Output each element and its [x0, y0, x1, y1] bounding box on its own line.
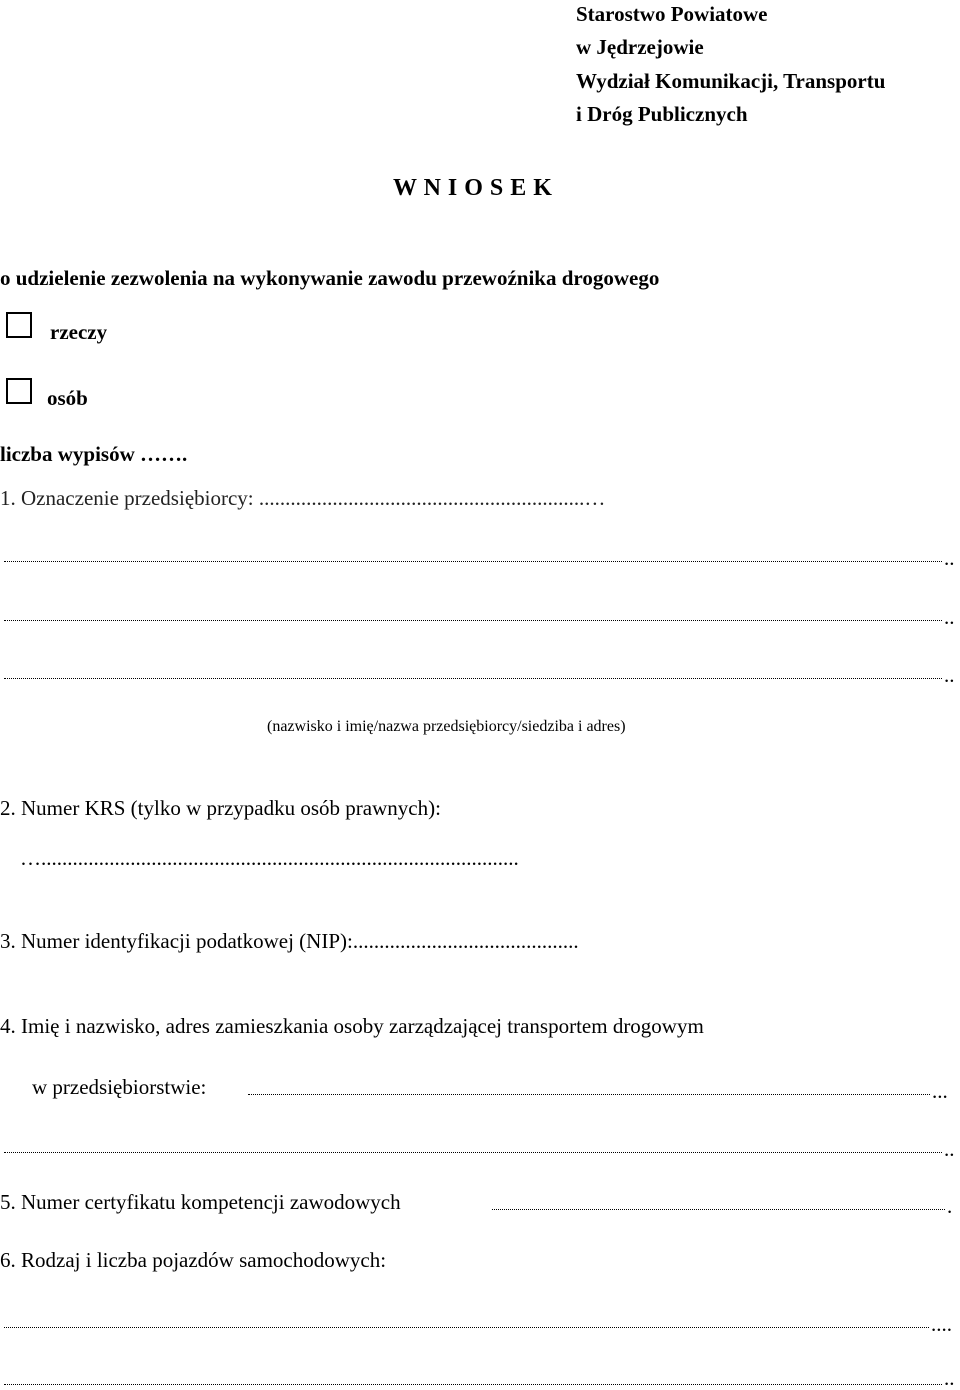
office-name-line4: i Dróg Publicznych: [576, 102, 748, 126]
vehicles-line-1-end: ....: [931, 1312, 952, 1336]
vehicles-line-2-end: ..: [944, 1366, 955, 1390]
extracts-count-label: liczba wypisów: [0, 442, 135, 466]
vehicles-label: 6. Rodzaj i liczba pojazdów samochodowych:: [0, 1248, 387, 1272]
entrepreneur-line-2[interactable]: [4, 620, 942, 621]
krs-number-label: 2. Numer KRS (tylko w przypadku osób prawnych):: [0, 796, 441, 820]
extracts-count-field[interactable]: [0, 442, 187, 467]
certificate-number-line[interactable]: [492, 1209, 945, 1210]
entrepreneur-line-1[interactable]: [4, 561, 942, 562]
goods-checkbox[interactable]: [6, 312, 32, 338]
goods-checkbox-label: rzeczy: [50, 320, 108, 344]
office-name-line2: w Jędrzejowie: [576, 35, 704, 59]
nip-number-label: 3. Numer identyfikacji podatkowej (NIP):...........................................: [0, 929, 579, 953]
form-title: W N I O S E K: [393, 175, 553, 201]
office-name-line3: Wydział Komunikacji, Transportu: [576, 69, 886, 93]
vehicles-line-2[interactable]: [4, 1384, 942, 1385]
persons-checkbox[interactable]: [6, 378, 32, 404]
transport-manager-line-2[interactable]: [4, 1152, 942, 1153]
extracts-count-value: …….: [140, 442, 188, 466]
office-name-line1: Starostwo Powiatowe: [576, 2, 768, 26]
vehicles-line-1[interactable]: [4, 1327, 929, 1328]
entrepreneur-line-2-end: ..: [944, 605, 955, 629]
entrepreneur-designation-label: 1. Oznaczenie przedsiębiorcy: ..............................................................…: [0, 486, 606, 510]
entrepreneur-line-3[interactable]: [4, 678, 942, 679]
form-subtitle: o udzielenie zezwolenia na wykonywanie zawodu przewoźnika drogowego: [0, 266, 660, 290]
entrepreneur-line-1-end: ..: [944, 546, 955, 570]
persons-checkbox-label: osób: [47, 386, 88, 410]
entrepreneur-line-3-end: ..: [944, 663, 955, 687]
transport-manager-line-1[interactable]: [248, 1094, 930, 1095]
krs-number-line[interactable]: …...........................................................................................: [20, 846, 519, 870]
transport-manager-line-2-end: ..: [944, 1137, 955, 1161]
transport-manager-label-cont: w przedsiębiorstwie:: [32, 1075, 207, 1099]
certificate-number-line-end: .: [947, 1194, 953, 1218]
entrepreneur-hint: (nazwisko i imię/nazwa przedsiębiorcy/siedziba i adres): [267, 718, 626, 735]
certificate-number-label: 5. Numer certyfikatu kompetencji zawodowych: [0, 1190, 401, 1214]
transport-manager-line-1-end: ...: [932, 1079, 948, 1103]
transport-manager-label: 4. Imię i nazwisko, adres zamieszkania osoby zarządzającej transportem drogowym: [0, 1014, 704, 1038]
